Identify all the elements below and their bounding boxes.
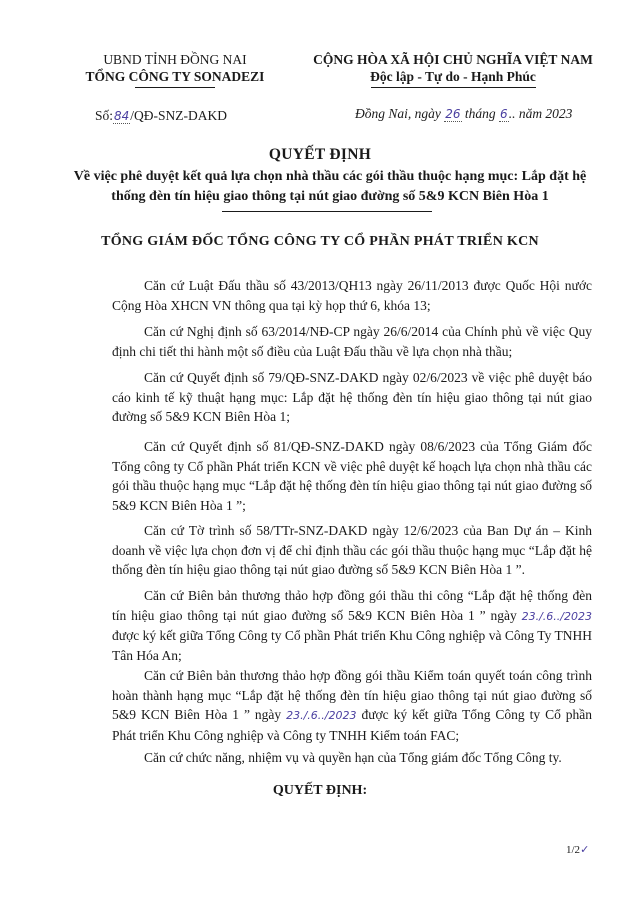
page-number: [566, 843, 589, 856]
date-month-label: tháng: [464, 106, 496, 121]
document-title: QUYẾT ĐỊNH: [268, 146, 372, 163]
date-year: năm 2023: [518, 106, 573, 121]
legal-basis-paragraph: [112, 666, 592, 745]
date-place: Đồng Nai, ngày: [355, 106, 441, 121]
motto-underline: [371, 87, 536, 88]
date-month: 6: [500, 107, 508, 121]
issuer-underline: [135, 87, 215, 88]
subject-underline: [222, 211, 432, 212]
legal-basis-paragraph: [112, 586, 592, 665]
issuing-authority: TỔNG GIÁM ĐỐC TỔNG CÔNG TY CỔ PHẦN PHÁT TRIỂN KCN: [101, 234, 539, 249]
national-heading-block: [308, 52, 598, 88]
document-number-suffix: /QĐ-SNZ-DAKD: [130, 108, 228, 123]
paragraph-text: được ký kết giữa Tổng Công ty Cổ phần Phát triển Khu Công nghiệp và Công Ty TNHH Tân Hóa An;: [112, 628, 592, 663]
legal-basis-paragraph: Căn cứ Nghị định số 63/2014/NĐ-CP ngày 26/6/2014 của Chính phủ về việc Quy định chi tiết thi hành một số điều của Luật Đấu thầu về lựa chọn nhà thầu;: [112, 324, 592, 359]
document-subject: Về việc phê duyệt kết quả lựa chọn nhà thầu các gói thầu thuộc hạng mục: Lắp đặt hệ thống đèn tín hiệu giao thông tại nút giao đường số 5&9 KCN Biên Hòa 1: [73, 169, 587, 204]
national-motto: Độc lập - Tự do - Hạnh Phúc: [370, 69, 536, 84]
legal-basis-paragraph: Căn cứ Tờ trình số 58/TTr-SNZ-DAKD ngày 12/6/2023 của Ban Dự án – Kinh doanh về việc lựa chọn đơn vị để chỉ định thầu các gói thầu thuộc hạng mục “Lắp đặt hệ thống đèn tín hiệu giao thông tại nút giao đường số 5&9 KCN Biên Hòa 1 ”.: [112, 523, 592, 577]
handwritten-date: 23./.6../2023: [521, 609, 592, 623]
legal-basis-paragraph: Căn cứ Quyết định số 79/QĐ-SNZ-DAKD ngày 02/6/2023 về việc phê duyệt báo cáo kinh tế kỹ thuật hạng mục: Lắp đặt hệ thống đèn tín hiệu giao thông tại nút giao đường số 5&9 KCN Biên Hòa 1;: [112, 370, 592, 424]
decision-heading: QUYẾT ĐỊNH:: [272, 783, 368, 798]
issuer-block: [60, 52, 290, 88]
parent-organization: UBND TỈNH ĐỒNG NAI: [103, 52, 247, 67]
organization-name: TỔNG CÔNG TY SONADEZI: [85, 69, 265, 84]
legal-basis-paragraph: Căn cứ chức năng, nhiệm vụ và quyền hạn của Tổng giám đốc Tổng Công ty.: [144, 750, 562, 765]
initial-mark: ✓: [580, 843, 590, 856]
handwritten-date: 23./.6../2023: [286, 709, 357, 722]
document-number-prefix: Số:: [95, 108, 114, 123]
legal-basis-paragraph: Căn cứ Luật Đấu thầu số 43/2013/QH13 ngày 26/11/2013 được Quốc Hội nước Cộng Hòa XHCN VN thông qua tại kỳ họp thứ 6, khóa 13;: [112, 278, 592, 313]
paragraph-text: được ký kết giữa Tổng Công ty Cổ phần Phát triển Khu Công nghiệp và Công ty TNHH Kiểm toán FAC;: [112, 707, 593, 743]
document-number-handwritten: 84: [114, 109, 130, 123]
legal-basis-paragraph: Căn cứ Quyết định số 81/QĐ-SNZ-DAKD ngày 08/6/2023 của Tổng Giám đốc Tổng công ty Cổ phần Phát triển KCN về việc phê duyệt kế hoạch lựa chọn nhà thầu các gói thầu thuộc hạng mục “Lắp đặt hệ thống đèn tín hiệu giao thông tại nút giao đường số 5&9 KCN Biên Hòa 1 ”;: [112, 439, 592, 513]
paragraph-text: Căn cứ Biên bản thương thảo hợp đồng gói thầu Kiểm toán quyết toán công trình hoàn thành hạng mục “Lắp đặt hệ thống đèn tín hiệu giao thông tại nút giao đường số 5&9 KCN Biên Hòa 1 ” ngày: [112, 668, 592, 722]
paragraph-text: Căn cứ Biên bản thương thảo hợp đồng gói thầu thi công “Lắp đặt hệ thống đèn tín hiệu giao thông tại nút giao đường số 5&9 KCN Biên Hòa 1 ” ngày: [112, 588, 592, 623]
document-number: [95, 108, 227, 124]
page-number-text: 1/2: [566, 844, 581, 856]
date-day: 26: [445, 107, 461, 121]
issue-date: Đồng Nai, ngày 26 tháng 6.. năm 2023: [355, 106, 573, 121]
national-title: CỘNG HÒA XÃ HỘI CHỦ NGHĨA VIỆT NAM: [313, 52, 593, 67]
